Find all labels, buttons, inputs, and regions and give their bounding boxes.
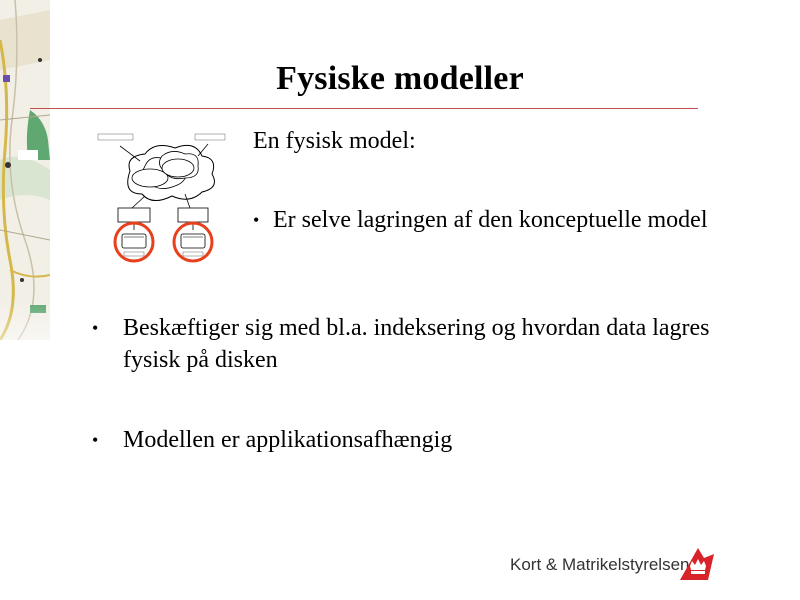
organization-logo — [510, 546, 710, 582]
crown-logo-icon — [678, 546, 716, 582]
logo-text: Kort & Matrikelstyrelsen — [510, 555, 690, 574]
map-fade — [0, 300, 50, 380]
model-diagram — [90, 126, 240, 276]
map-image — [0, 0, 50, 340]
slide-title: Fysiske modeller — [276, 60, 524, 97]
bullet-symbol: • — [92, 318, 99, 338]
bullet-text: Modellen er applikationsafhængig — [123, 427, 453, 453]
map-thumbnail — [0, 0, 50, 340]
bullet-text: Beskæftiger sig med bl.a. indeksering og hvordan data lagres fysisk på disken — [123, 315, 710, 373]
intro-text: En fysisk model: — [253, 128, 416, 154]
bullet-symbol: • — [253, 210, 260, 230]
bullet-text: Er selve lagringen af den konceptuelle model — [273, 207, 708, 233]
bullet-symbol: • — [92, 430, 99, 450]
title-divider — [30, 108, 698, 109]
